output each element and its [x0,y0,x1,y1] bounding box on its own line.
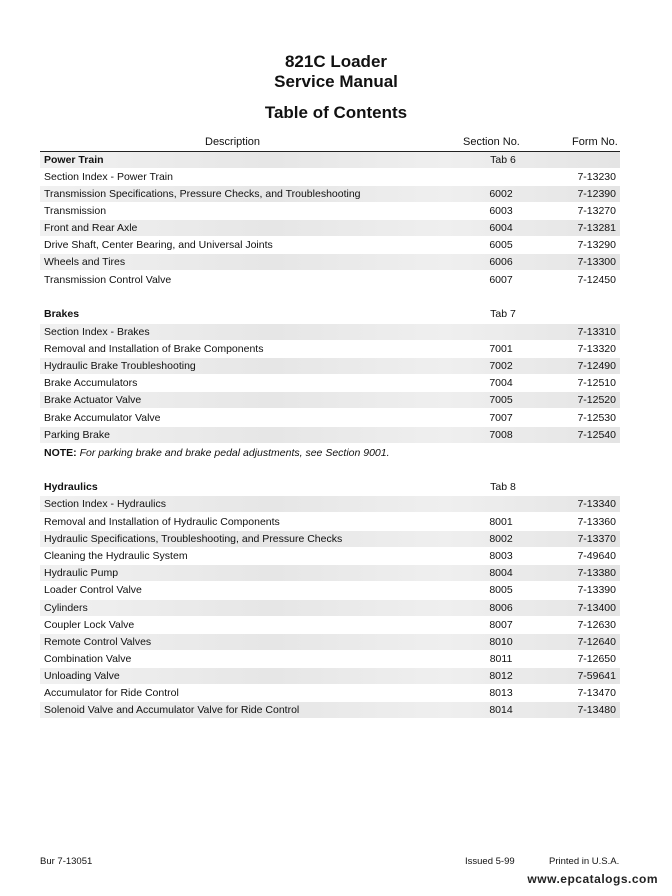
column-header-section: Section No. [463,136,520,148]
toc-row: Coupler Lock Valve 8007 7-12630 [44,619,616,631]
toc-row: Combination Valve 8011 7-12650 [44,653,616,665]
toc-row: Transmission 6003 7-13270 [44,205,616,217]
note-label: NOTE: [44,447,77,459]
toc-row: Loader Control Valve 8005 7-13390 [44,584,616,596]
toc-row: Cylinders 8006 7-13400 [40,600,620,616]
toc-row: Solenoid Valve and Accumulator Valve for Ride Control 8014 7-13480 [40,702,620,718]
toc-row: Brake Actuator Valve 7005 7-12520 [40,392,620,408]
toc-row: Front and Rear Axle 6004 7-13281 [40,220,620,236]
toc-row: Drive Shaft, Center Bearing, and Universal Joints 6005 7-13290 [44,239,616,251]
toc-row: Brake Accumulators 7004 7-12510 [44,377,616,389]
footer-printed: Printed in U.S.A. [549,856,620,867]
toc-row: Section Index - Hydraulics 7-13340 [40,496,620,512]
column-header-description: Description [205,136,261,148]
toc-row: Section Index - Power Train 7-13230 [44,171,616,183]
document-title: 821C Loader [284,52,388,71]
toc-heading: Table of Contents [264,103,408,122]
toc-row: Removal and Installation of Brake Components 7001 7-13320 [44,343,616,355]
section-heading-brakes: Brakes Tab 7 [44,308,516,320]
toc-row: Cleaning the Hydraulic System 8003 7-49640 [44,550,616,562]
watermark: www.epcatalogs.com [527,872,658,886]
toc-row: Transmission Control Valve 6007 7-12450 [44,274,616,286]
section-heading-power-train: Power Train Tab 6 [40,152,620,168]
toc-row: Transmission Specifications, Pressure Checks, and Troubleshooting 6002 7-12390 [40,186,620,202]
section-heading-hydraulics: Hydraulics Tab 8 [44,481,516,493]
toc-row: Wheels and Tires 6006 7-13300 [40,254,620,270]
toc-row: Parking Brake 7008 7-12540 [40,427,620,443]
column-header-form: Form No. [572,136,618,148]
toc-row: Remote Control Valves 8010 7-12640 [40,634,620,650]
toc-row: Removal and Installation of Hydraulic Components 8001 7-13360 [44,516,616,528]
brake-note [44,447,390,459]
toc-row: Hydraulic Specifications, Troubleshooting, and Pressure Checks 8002 7-13370 [40,531,620,547]
toc-row: Hydraulic Brake Troubleshooting 7002 7-12490 [40,358,620,374]
toc-row: Section Index - Brakes 7-13310 [40,324,620,340]
toc-row: Brake Accumulator Valve 7007 7-12530 [44,412,616,424]
footer-issued: Issued 5-99 [465,856,515,867]
toc-row: Hydraulic Pump 8004 7-13380 [40,565,620,581]
toc-row: Unloading Valve 8012 7-59641 [40,668,620,684]
document-subtitle: Service Manual [274,72,398,91]
note-text: For parking brake and brake pedal adjustments, see Section 9001. [79,447,390,459]
footer-form-number: Bur 7-13051 [40,856,93,867]
title-block [0,52,672,92]
toc-row: Accumulator for Ride Control 8013 7-13470 [44,687,616,699]
